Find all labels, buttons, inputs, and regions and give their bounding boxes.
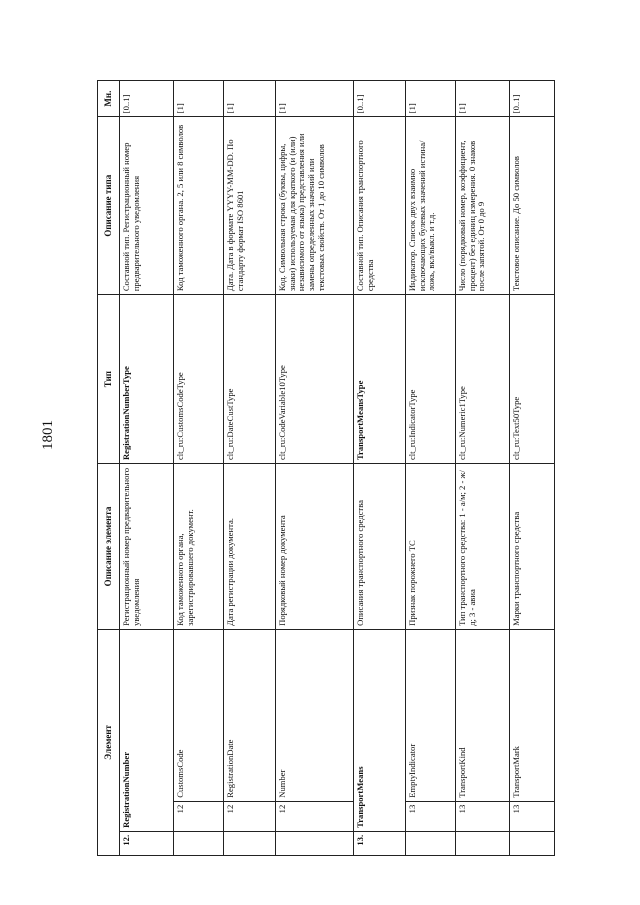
table-row: [120, 81, 174, 856]
row-element-description: Марки транспортного средства: [510, 464, 555, 630]
table-row: [276, 81, 354, 856]
row-type-description: Число (порядковый номер, коэффициент, процент) без единиц измерения. 0 знаков после запятой. От 0 до 9: [456, 117, 510, 295]
row-type-description: Индикатор. Список двух взаимно исключающих булевых значений истина/ложь, вкл/выкл. и т.д.: [406, 117, 456, 295]
row-element: RegistrationDate: [224, 629, 276, 801]
row-multiplicity: [1]: [276, 81, 354, 117]
row-element-description: Регистрационный номер предварительного уведомления: [120, 464, 174, 630]
row-indent: [174, 831, 224, 855]
row-element-description: Описания транспортного средства: [354, 464, 406, 630]
row-element: TransportMark: [510, 629, 555, 801]
table-row: [174, 81, 224, 856]
row-type: clt_ru:Text50Type: [510, 295, 555, 464]
row-element: TransportMeans: [354, 629, 406, 831]
row-multiplicity: [0..1]: [510, 81, 555, 117]
row-indent: [510, 831, 555, 855]
row-element: CustomsCode: [174, 629, 224, 801]
table-row: [354, 81, 406, 856]
row-type-description: Текстовое описание. До 50 символов: [510, 117, 555, 295]
row-type: TransportMeansType: [354, 295, 406, 464]
header-element: Элемент: [98, 629, 120, 855]
row-indent: [224, 831, 276, 855]
row-element: TransportKind: [456, 629, 510, 801]
row-number: 12: [224, 801, 276, 831]
header-type-description: Описание типа: [98, 117, 120, 295]
table-row: [224, 81, 276, 856]
table-row: [510, 81, 555, 856]
row-indent: [456, 831, 510, 855]
row-multiplicity: [1]: [224, 81, 276, 117]
row-element-description: Дата регистрации документа.: [224, 464, 276, 630]
row-type: clt_ru:DateCustType: [224, 295, 276, 464]
row-type-description: Код таможенного органа. 2, 5 или 8 символов: [174, 117, 224, 295]
row-type: clt_ru:CodeVariable10Type: [276, 295, 354, 464]
row-type: clt_ru:CustomsCodeType: [174, 295, 224, 464]
row-element-description: Признак порожнего ТС: [406, 464, 456, 630]
row-type: clt_ru:Numeric1Type: [456, 295, 510, 464]
table-row: [456, 81, 510, 856]
row-number: 12.: [120, 831, 174, 855]
header-element-description: Описание элемента: [98, 464, 120, 630]
row-type-description: Дата. Дата в формате YYYY-MM-DD. По стандарту формат ISO 8601: [224, 117, 276, 295]
row-indent: [276, 831, 354, 855]
row-element: Number: [276, 629, 354, 801]
header-multiplicity: Мн.: [98, 81, 120, 117]
row-number: 13: [406, 801, 456, 831]
header-type: Тип: [98, 295, 120, 464]
row-number: 13: [510, 801, 555, 831]
row-element-description: Код таможенного органа, зарегистрировавшего документ.: [174, 464, 224, 630]
page-number: 1801: [40, 420, 56, 450]
row-multiplicity: [0..1]: [120, 81, 174, 117]
row-type: clt_ru:IndicatorType: [406, 295, 456, 464]
row-multiplicity: [1]: [174, 81, 224, 117]
row-number: 12: [174, 801, 224, 831]
row-indent: [406, 831, 456, 855]
row-type-description: Составной тип. Регистрационный номер предварительного уведомления: [120, 117, 174, 295]
row-element-description: Тип транспортного средства: 1 - а/м; 2 - ж/д; 3 - авиа: [456, 464, 510, 630]
row-number: 12: [276, 801, 354, 831]
row-multiplicity: [1]: [406, 81, 456, 117]
element-spec-table: [97, 80, 555, 856]
table-header-row: [98, 81, 120, 856]
row-multiplicity: [0..1]: [354, 81, 406, 117]
row-type: RegistrationNumberType: [120, 295, 174, 464]
row-number: 13: [456, 801, 510, 831]
row-element: RegistrationNumber: [120, 629, 174, 831]
document-table-container: [97, 80, 541, 856]
row-element-description: Порядковый номер документа: [276, 464, 354, 630]
row-multiplicity: [1]: [456, 81, 510, 117]
table-row: [406, 81, 456, 856]
row-element: EmptyIndicator: [406, 629, 456, 801]
row-number: 13.: [354, 831, 406, 855]
row-type-description: Код. Символьная строка (буквы, цифры, знаки) используемая для краткого (и (или) независимого от языка) представления или замены определенных значений или текстовых свойств. От 1 до 10 символов: [276, 117, 354, 295]
row-type-description: Составной тип. Описания транспортного средства: [354, 117, 406, 295]
